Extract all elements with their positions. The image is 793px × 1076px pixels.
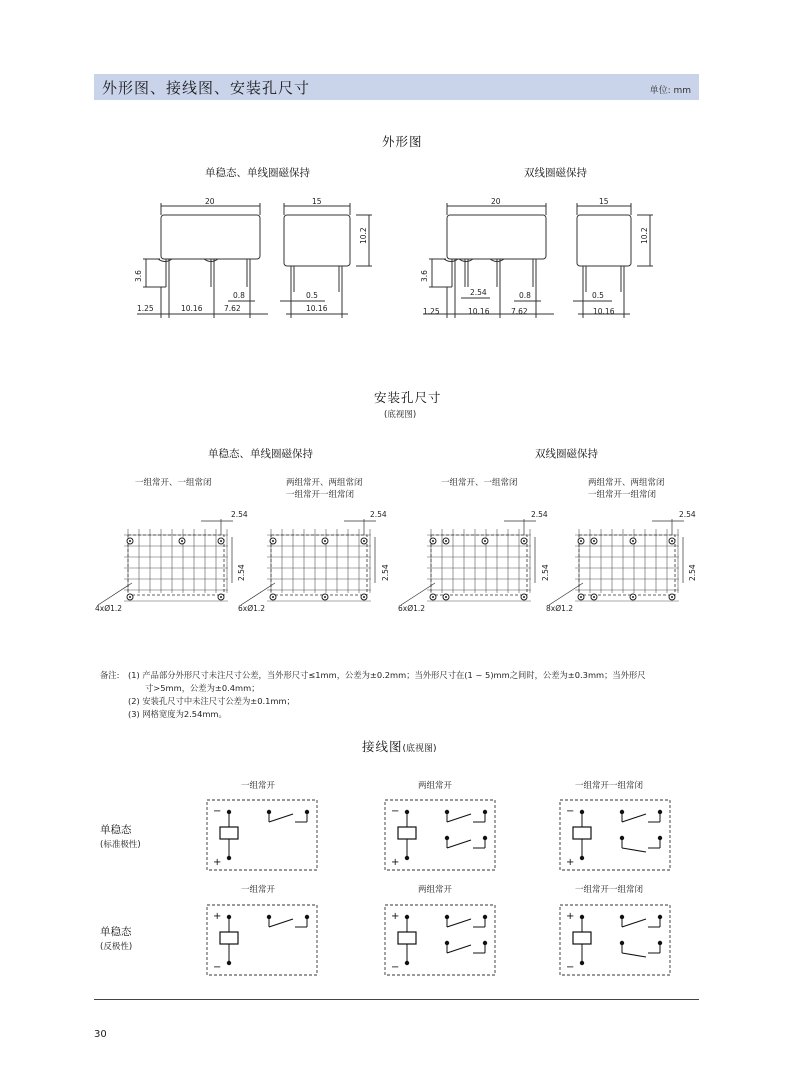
grid2-pitch-label: 2.54: [370, 510, 387, 519]
mounting-grids: [0, 505, 793, 620]
wiring-row2-sub: (反极性): [100, 942, 133, 952]
mounting-hole-center: [324, 596, 326, 598]
mounting-hole-center: [432, 540, 434, 542]
mounting-hole-center: [580, 540, 582, 542]
polarity-mark: +: [213, 911, 222, 922]
grid1-holes-label: 4xØ1.2: [95, 604, 123, 613]
mounting-hole-center: [272, 540, 274, 542]
mounting-hole-center: [593, 540, 595, 542]
coil: [573, 932, 591, 944]
wiring-diagram-r2-c3: [560, 905, 670, 975]
dim-right-side-pitch: 10.16: [593, 307, 615, 316]
wiring-row1-sub: (标准极性): [100, 840, 141, 850]
grid3-vpitch-label: 2.54: [541, 564, 550, 581]
mounting-hole-center: [632, 596, 634, 598]
grid3-pitch-label: 2.54: [531, 510, 548, 519]
contact-arm: [622, 814, 646, 822]
polarity-mark: −: [391, 806, 400, 817]
mounting-hole-center: [220, 596, 222, 598]
mounting-hole-center: [220, 540, 222, 542]
contact-arm: [447, 814, 471, 822]
dim-right-height: 10.2: [640, 227, 649, 244]
dim-right-front-width: 20: [491, 197, 501, 206]
wiring-diagram-r1-c1: [207, 800, 317, 870]
dim-right-pin-w2: 0.5: [592, 291, 604, 300]
dim-left-pitch2: 7.62: [224, 304, 241, 313]
polarity-mark: +: [566, 857, 575, 868]
dim-right-pitch-small: 2.54: [470, 288, 487, 297]
mounting-hole-center: [484, 540, 486, 542]
mounting-hole-center: [363, 540, 365, 542]
mounting-grid-1: [98, 519, 233, 605]
mounting-hole-center: [324, 540, 326, 542]
note-3: (3) 网格宽度为2.54mm。: [128, 709, 227, 719]
wiring-col-3-r2: 一组常开一组常闭: [575, 885, 644, 895]
contact-arm: [622, 919, 646, 927]
mounting-caption-1: 一组常开、一组常闭: [135, 478, 212, 488]
contact-arm: [269, 919, 293, 927]
dim-right-pin-len: 3.6: [420, 270, 429, 282]
dim-left-edge: 1.25: [137, 304, 154, 313]
mounting-caption-2b: 一组常开一组常闭: [286, 490, 355, 500]
mounting-left-label: 单稳态、单线圈磁保持: [208, 448, 313, 460]
contact-arm: [269, 814, 293, 822]
mounting-right-label: 双线圈磁保持: [535, 448, 598, 460]
mounting-hole-center: [671, 540, 673, 542]
mounting-caption-4b: 一组常开一组常闭: [588, 490, 657, 500]
coil: [398, 932, 416, 944]
contact-arm: [622, 953, 646, 957]
dim-left-height: 10.2: [359, 227, 368, 244]
outline-left-front: [137, 203, 268, 318]
note-1: (1) 产品部分外形尺寸未注尺寸公差，当外形尺寸≤1mm，公差为±0.2mm；当外形尺寸在(1 ~ 5)mm之间时，公差为±0.3mm；当外形尺: [128, 670, 646, 680]
mounting-hole-center: [580, 596, 582, 598]
unit-label: 单位: mm: [649, 86, 691, 96]
section-title: 外形图、接线图、安装孔尺寸: [102, 79, 311, 97]
polarity-mark: −: [566, 806, 575, 817]
dim-left-pitch: 10.16: [181, 304, 203, 313]
mounting-title: 安装孔尺寸: [374, 390, 442, 405]
mounting-caption-3: 一组常开、一组常闭: [441, 478, 518, 488]
outline-drawings: [0, 190, 793, 330]
polarity-mark: −: [213, 962, 222, 973]
section-header: [94, 74, 699, 100]
wiring-diagram-r2-c1: [207, 905, 317, 975]
grid-labels: [95, 510, 697, 613]
grid2-holes-label: 6xØ1.2: [238, 604, 266, 613]
polarity-mark: +: [391, 857, 400, 868]
coil: [220, 932, 238, 944]
leader-line: [241, 583, 275, 605]
mounting-grid-4: [549, 519, 684, 605]
wiring-title-text: 接线图: [362, 739, 403, 754]
mounting-hole-center: [181, 540, 183, 542]
mounting-hole-center: [632, 540, 634, 542]
dim-left-side-pitch: 10.16: [306, 304, 328, 313]
dim-left-pin-w: 0.8: [233, 291, 245, 300]
mounting-hole-center: [671, 596, 673, 598]
dim-right-pitch: 10.16: [468, 307, 490, 316]
note-1-cont: 寸>5mm，公差为±0.4mm；: [145, 683, 260, 693]
leader-line: [549, 583, 583, 605]
grid2-vpitch-label: 2.54: [381, 564, 390, 581]
wiring-col-2-r2: 两组常开: [418, 885, 453, 895]
polarity-mark: −: [566, 962, 575, 973]
polarity-mark: +: [213, 857, 222, 868]
contact-arm: [447, 919, 471, 927]
dim-right-pin-w: 0.8: [519, 291, 531, 300]
page-number: 30: [94, 1029, 107, 1040]
outline-right-side: [573, 203, 653, 318]
dim-left-pin-w2: 0.5: [306, 291, 318, 300]
contact-arm: [447, 840, 471, 848]
coil: [398, 827, 416, 839]
grid4-vpitch-label: 2.54: [688, 564, 697, 581]
grid4-pitch-label: 2.54: [679, 510, 696, 519]
grid4-holes-label: 8xØ1.2: [546, 604, 574, 613]
contact-arm: [622, 848, 646, 852]
leader-line: [401, 583, 435, 605]
grid1-pitch-label: 2.54: [231, 510, 248, 519]
mounting-hole-center: [445, 540, 447, 542]
dim-right-side-width: 15: [599, 197, 609, 206]
wiring-col-1-r1: 一组常开: [241, 781, 276, 791]
notes-label: 备注:: [100, 670, 120, 680]
polarity-mark: +: [391, 911, 400, 922]
outline-left-side: [280, 203, 372, 318]
mounting-hole-center: [523, 540, 525, 542]
mounting-hole-center: [363, 596, 365, 598]
contact-arm: [447, 945, 471, 953]
dim-left-pin-len: 3.6: [134, 270, 143, 282]
mounting-hole-center: [523, 596, 525, 598]
wiring-col-3-r1: 一组常开一组常闭: [575, 781, 644, 791]
wiring-diagram-r1-c2: [385, 800, 495, 870]
dim-right-edge: 1.25: [423, 307, 440, 316]
wiring-title: [362, 737, 437, 755]
leader-line: [98, 583, 132, 605]
wiring-col-2-r1: 两组常开: [418, 781, 453, 791]
mounting-caption-4a: 两组常开、两组常闭: [588, 478, 665, 488]
dim-right-pitch2: 7.62: [511, 307, 528, 316]
outline-right-label: 双线圈磁保持: [524, 167, 587, 179]
wiring-diagram-r1-c3: [560, 800, 670, 870]
grid3-holes-label: 6xØ1.2: [398, 604, 426, 613]
mounting-caption-2a: 两组常开、两组常闭: [286, 478, 363, 488]
mounting-grid-2: [241, 519, 376, 605]
wiring-diagrams: [0, 790, 793, 980]
note-2: (2) 安装孔尺寸中未注尺寸公差为±0.1mm；: [128, 696, 295, 706]
mounting-hole-center: [593, 596, 595, 598]
footer-rule: [94, 999, 699, 1000]
mounting-hole-center: [129, 540, 131, 542]
wiring-diagram-r2-c2: [385, 905, 495, 975]
mounting-grid-3: [401, 519, 536, 605]
outline-right-front: [423, 203, 554, 318]
coil: [220, 827, 238, 839]
coil: [573, 827, 591, 839]
polarity-mark: +: [566, 911, 575, 922]
grid1-vpitch-label: 2.54: [237, 564, 246, 581]
polarity-mark: −: [213, 806, 222, 817]
wiring-row1-label: 单稳态: [100, 824, 132, 836]
mounting-hole-center: [272, 596, 274, 598]
outline-left-label: 单稳态、单线圈磁保持: [205, 167, 310, 179]
dim-left-front-width: 20: [205, 197, 215, 206]
wiring-subtitle: (底视图): [402, 744, 437, 754]
grid-outline: [128, 535, 224, 595]
polarity-mark: −: [391, 962, 400, 973]
mounting-subtitle: (底视图): [384, 410, 417, 420]
dim-left-side-width: 15: [312, 197, 322, 206]
mounting-hole-center: [432, 596, 434, 598]
mounting-hole-center: [445, 596, 447, 598]
wiring-row2-label: 单稳态: [100, 926, 132, 938]
outline-title: 外形图: [382, 134, 423, 149]
grid-outline: [271, 535, 367, 595]
mounting-hole-center: [129, 596, 131, 598]
wiring-col-1-r2: 一组常开: [241, 885, 276, 895]
